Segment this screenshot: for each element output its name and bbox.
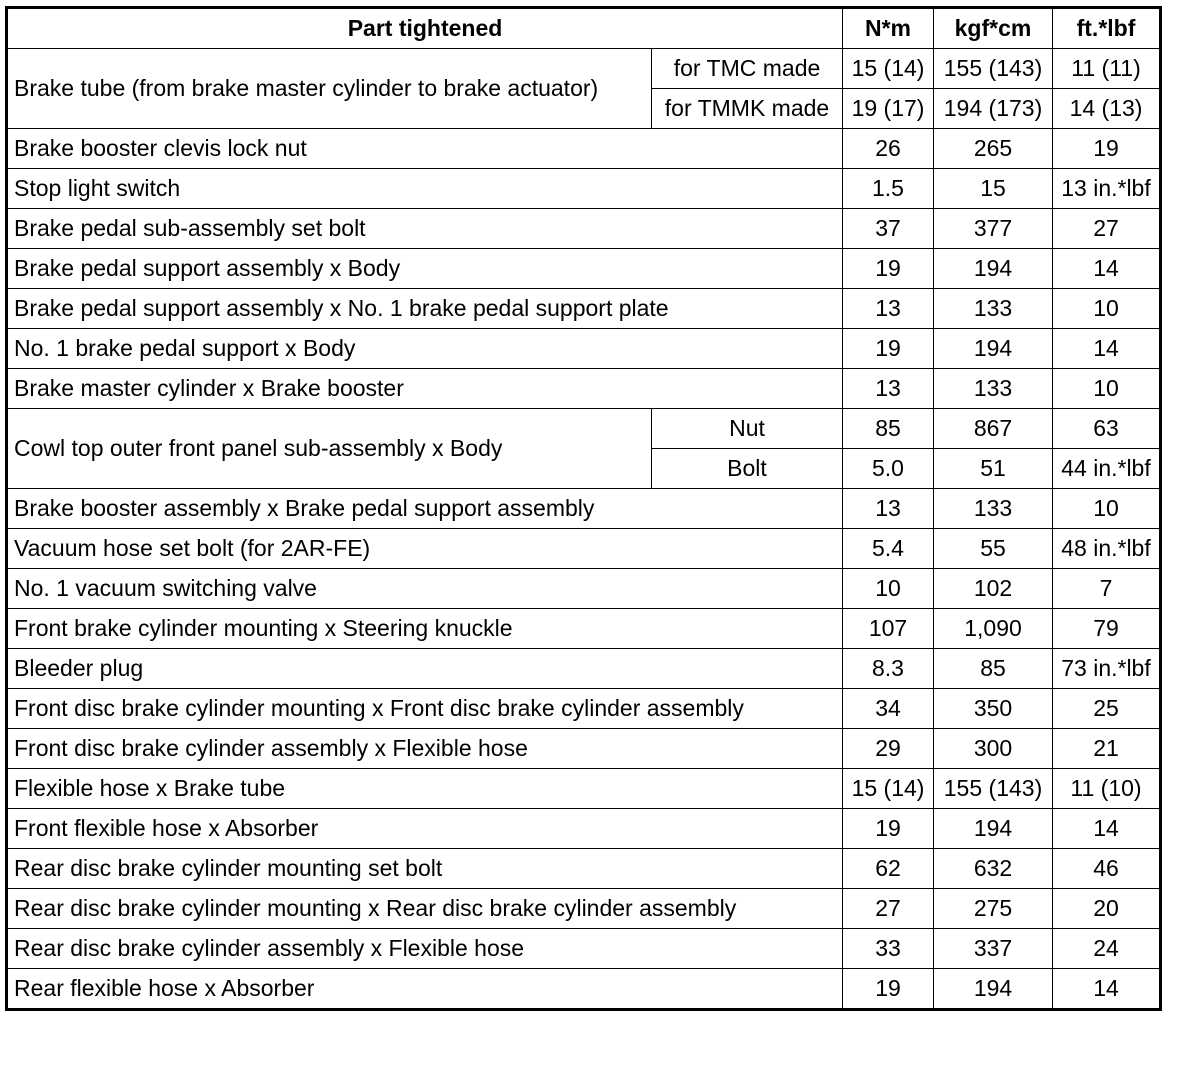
sub-condition-cell: Bolt [652, 449, 843, 489]
nm-value-cell: 5.0 [843, 449, 934, 489]
table-row [7, 289, 1161, 329]
header-part-tightened: Part tightened [7, 8, 843, 49]
kgf-cm-value-cell: 51 [934, 449, 1053, 489]
table-row [7, 969, 1161, 1010]
ft-lbf-value-cell: 14 [1053, 249, 1161, 289]
header-ft-lbf: ft.*lbf [1053, 8, 1161, 49]
nm-value-cell: 13 [843, 289, 934, 329]
kgf-cm-value-cell: 632 [934, 849, 1053, 889]
part-name-cell: Rear disc brake cylinder assembly x Flexible hose [7, 929, 843, 969]
table-row [7, 689, 1161, 729]
nm-value-cell: 19 [843, 329, 934, 369]
nm-value-cell: 29 [843, 729, 934, 769]
header-nm: N*m [843, 8, 934, 49]
nm-value-cell: 33 [843, 929, 934, 969]
kgf-cm-value-cell: 1,090 [934, 609, 1053, 649]
kgf-cm-value-cell: 194 [934, 329, 1053, 369]
part-name-cell: Rear disc brake cylinder mounting set bolt [7, 849, 843, 889]
header-kgf-cm: kgf*cm [934, 8, 1053, 49]
ft-lbf-value-cell: 13 in.*lbf [1053, 169, 1161, 209]
nm-value-cell: 26 [843, 129, 934, 169]
part-name-cell: Bleeder plug [7, 649, 843, 689]
nm-value-cell: 13 [843, 369, 934, 409]
sub-condition-cell: for TMC made [652, 49, 843, 89]
part-name-cell: Brake pedal support assembly x No. 1 brake pedal support plate [7, 289, 843, 329]
kgf-cm-value-cell: 133 [934, 489, 1053, 529]
part-name-cell: Vacuum hose set bolt (for 2AR-FE) [7, 529, 843, 569]
kgf-cm-value-cell: 377 [934, 209, 1053, 249]
ft-lbf-value-cell: 73 in.*lbf [1053, 649, 1161, 689]
kgf-cm-value-cell: 102 [934, 569, 1053, 609]
table-row [7, 569, 1161, 609]
kgf-cm-value-cell: 155 (143) [934, 769, 1053, 809]
part-name-cell: Front brake cylinder mounting x Steering knuckle [7, 609, 843, 649]
part-name-cell: No. 1 brake pedal support x Body [7, 329, 843, 369]
table-row [7, 209, 1161, 249]
ft-lbf-value-cell: 10 [1053, 369, 1161, 409]
table-row [7, 529, 1161, 569]
ft-lbf-value-cell: 63 [1053, 409, 1161, 449]
part-name-cell: Brake pedal sub-assembly set bolt [7, 209, 843, 249]
nm-value-cell: 10 [843, 569, 934, 609]
table-row [7, 929, 1161, 969]
part-name-cell: Rear flexible hose x Absorber [7, 969, 843, 1010]
ft-lbf-value-cell: 14 [1053, 969, 1161, 1010]
nm-value-cell: 19 [843, 249, 934, 289]
ft-lbf-value-cell: 46 [1053, 849, 1161, 889]
nm-value-cell: 62 [843, 849, 934, 889]
ft-lbf-value-cell: 24 [1053, 929, 1161, 969]
nm-value-cell: 85 [843, 409, 934, 449]
part-name-cell: Front disc brake cylinder mounting x Front disc brake cylinder assembly [7, 689, 843, 729]
ft-lbf-value-cell: 14 [1053, 809, 1161, 849]
kgf-cm-value-cell: 265 [934, 129, 1053, 169]
table-row [7, 249, 1161, 289]
kgf-cm-value-cell: 275 [934, 889, 1053, 929]
ft-lbf-value-cell: 10 [1053, 289, 1161, 329]
ft-lbf-value-cell: 11 (10) [1053, 769, 1161, 809]
nm-value-cell: 19 (17) [843, 89, 934, 129]
kgf-cm-value-cell: 867 [934, 409, 1053, 449]
part-name-cell: Rear disc brake cylinder mounting x Rear disc brake cylinder assembly [7, 889, 843, 929]
ft-lbf-value-cell: 48 in.*lbf [1053, 529, 1161, 569]
kgf-cm-value-cell: 194 [934, 969, 1053, 1010]
ft-lbf-value-cell: 14 (13) [1053, 89, 1161, 129]
nm-value-cell: 15 (14) [843, 769, 934, 809]
ft-lbf-value-cell: 21 [1053, 729, 1161, 769]
nm-value-cell: 13 [843, 489, 934, 529]
part-name-cell: Flexible hose x Brake tube [7, 769, 843, 809]
kgf-cm-value-cell: 155 (143) [934, 49, 1053, 89]
ft-lbf-value-cell: 20 [1053, 889, 1161, 929]
nm-value-cell: 5.4 [843, 529, 934, 569]
part-name-cell: Front flexible hose x Absorber [7, 809, 843, 849]
ft-lbf-value-cell: 27 [1053, 209, 1161, 249]
table-row [7, 649, 1161, 689]
sub-condition-cell: Nut [652, 409, 843, 449]
part-name-cell: Stop light switch [7, 169, 843, 209]
table-row [7, 409, 1161, 449]
ft-lbf-value-cell: 19 [1053, 129, 1161, 169]
table-row [7, 729, 1161, 769]
part-name-cell: Brake pedal support assembly x Body [7, 249, 843, 289]
table-row [7, 769, 1161, 809]
table-header-row [7, 8, 1161, 49]
part-name-cell: No. 1 vacuum switching valve [7, 569, 843, 609]
kgf-cm-value-cell: 133 [934, 369, 1053, 409]
kgf-cm-value-cell: 15 [934, 169, 1053, 209]
kgf-cm-value-cell: 350 [934, 689, 1053, 729]
part-name-cell: Cowl top outer front panel sub-assembly x Body [7, 409, 652, 489]
ft-lbf-value-cell: 14 [1053, 329, 1161, 369]
kgf-cm-value-cell: 300 [934, 729, 1053, 769]
ft-lbf-value-cell: 44 in.*lbf [1053, 449, 1161, 489]
table-row [7, 609, 1161, 649]
part-name-cell: Brake master cylinder x Brake booster [7, 369, 843, 409]
ft-lbf-value-cell: 25 [1053, 689, 1161, 729]
kgf-cm-value-cell: 55 [934, 529, 1053, 569]
ft-lbf-value-cell: 10 [1053, 489, 1161, 529]
nm-value-cell: 34 [843, 689, 934, 729]
part-name-cell: Brake booster assembly x Brake pedal support assembly [7, 489, 843, 529]
table-row [7, 329, 1161, 369]
part-name-cell: Brake booster clevis lock nut [7, 129, 843, 169]
table-body [7, 49, 1161, 1010]
table-row [7, 369, 1161, 409]
part-name-cell: Front disc brake cylinder assembly x Flexible hose [7, 729, 843, 769]
table-row [7, 489, 1161, 529]
part-name-cell: Brake tube (from brake master cylinder to brake actuator) [7, 49, 652, 129]
ft-lbf-value-cell: 79 [1053, 609, 1161, 649]
kgf-cm-value-cell: 194 (173) [934, 89, 1053, 129]
torque-spec-table [5, 6, 1162, 1011]
kgf-cm-value-cell: 337 [934, 929, 1053, 969]
table-row [7, 809, 1161, 849]
table-row [7, 169, 1161, 209]
nm-value-cell: 37 [843, 209, 934, 249]
kgf-cm-value-cell: 85 [934, 649, 1053, 689]
nm-value-cell: 8.3 [843, 649, 934, 689]
nm-value-cell: 15 (14) [843, 49, 934, 89]
kgf-cm-value-cell: 194 [934, 809, 1053, 849]
table-row [7, 889, 1161, 929]
table-row [7, 49, 1161, 89]
nm-value-cell: 107 [843, 609, 934, 649]
kgf-cm-value-cell: 133 [934, 289, 1053, 329]
nm-value-cell: 27 [843, 889, 934, 929]
ft-lbf-value-cell: 11 (11) [1053, 49, 1161, 89]
nm-value-cell: 19 [843, 969, 934, 1010]
nm-value-cell: 1.5 [843, 169, 934, 209]
table-row [7, 129, 1161, 169]
ft-lbf-value-cell: 7 [1053, 569, 1161, 609]
kgf-cm-value-cell: 194 [934, 249, 1053, 289]
table-row [7, 849, 1161, 889]
sub-condition-cell: for TMMK made [652, 89, 843, 129]
nm-value-cell: 19 [843, 809, 934, 849]
